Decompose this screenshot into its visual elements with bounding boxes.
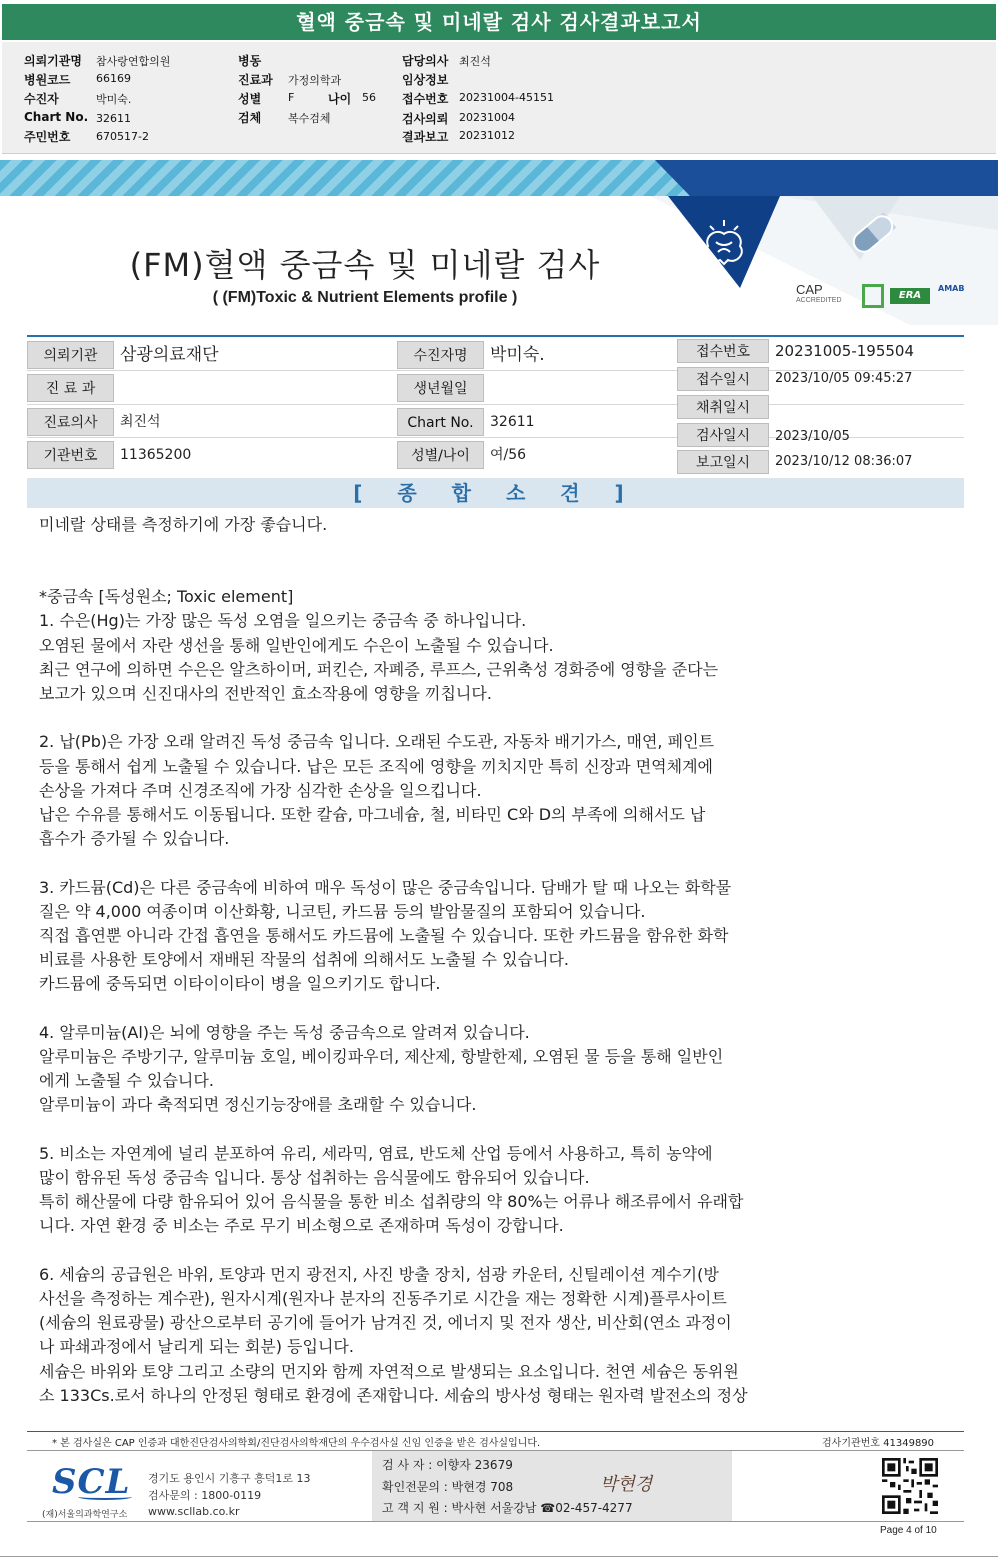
paragraph-line: 알루미늄은 주방기구, 알루미늄 호일, 베이킹파우더, 제산제, 항발한제, 오염된 물 등을 통해 일반인 (39, 1047, 724, 1067)
paragraph-line: 흡수가 증가될 수 있습니다. (39, 829, 230, 849)
value-org-number: 11365200 (120, 447, 192, 463)
summary-body (39, 513, 919, 1408)
value-receipt-time: 2023/10/05 09:45:27 (775, 371, 913, 386)
paragraph-line: 특히 해산물에 다량 함유되어 있어 음식물을 통한 비소 섭취량의 약 80%는 어류나 해조류에서 유래합 (39, 1192, 744, 1212)
info-value: 66169 (96, 72, 131, 85)
cap-logo-sub: ACCREDITED (796, 297, 842, 304)
label-sex-age: 성별/나이 (397, 441, 484, 469)
info-label: 성별 (238, 92, 262, 106)
paragraph-line: 니다. 자연 환경 중 비소는 주로 무기 비소형으로 존재하며 독성이 강합니다. (39, 1216, 564, 1236)
info-label: 검사의뢰 (402, 112, 449, 126)
lm-logo (862, 284, 884, 308)
label-receipt-time: 접수일시 (677, 367, 769, 391)
info-value: 32611 (96, 112, 131, 125)
info-label: 병원코드 (24, 73, 71, 87)
label-collection-time: 채취일시 (677, 395, 769, 419)
cap-logo-text: CAP (796, 282, 823, 297)
signature: 박현경 (600, 1474, 653, 1495)
patient-table (27, 335, 964, 473)
label-org-number: 기관번호 (27, 441, 114, 469)
report-title: 혈액 중금속 및 미네랄 검사 검사결과보고서 (2, 4, 996, 40)
era-logo: ERA (890, 288, 930, 304)
paragraph-line: 최근 연구에 의하면 수은은 알츠하이머, 퍼킨슨, 자폐증, 루프스, 근위축성 경화증에 영향을 준다는 (39, 659, 719, 679)
info-value: 670517-2 (96, 130, 149, 143)
info-label: 의뢰기관명 (24, 54, 82, 68)
paragraph-line: 알루미늄이 과다 축적되면 정신기능장애를 초래할 수 있습니다. (39, 1095, 477, 1115)
lab-address: 경기도 용인시 기흥구 흥덕1로 13 (148, 1472, 311, 1485)
info-value: 20231004 (459, 111, 515, 124)
paragraph-line: 질은 약 4,000 여종이며 이산화황, 니코틴, 카드뮴 등의 발암물질의 포함되어 있습니다. (39, 901, 646, 921)
label-birthdate: 생년월일 (397, 374, 484, 402)
value-doctor: 최진석 (120, 414, 161, 430)
info-label: 주민번호 (24, 130, 71, 144)
paragraph-line: 등을 통해서 쉽게 노출될 수 있습니다. 납은 모든 조직에 영향을 끼치지만 특히 신장과 면역체계에 (39, 756, 713, 776)
info-label: 진료과 (238, 73, 273, 87)
paragraph-line: 5. 비소는 자연계에 널리 분포하여 유리, 세라믹, 염료, 반도체 산업 등에서 사용하고, 특히 농약에 (39, 1143, 713, 1163)
paragraph-line: 2. 납(Pb)은 가장 오래 알려진 독성 중금속 입니다. 오래된 수도관, 자동차 배기가스, 매연, 페인트 (39, 732, 714, 752)
label-patient-name: 수진자명 (397, 341, 484, 369)
info-label: 임상정보 (402, 73, 449, 87)
paragraph-line: 보고가 있으며 신진대사의 전반적인 효소작용에 영향을 끼칩니다. (39, 684, 492, 704)
intro-line: 미네랄 상태를 측정하기에 가장 좋습니다. (39, 515, 328, 534)
label-receipt-no: 접수번호 (677, 339, 769, 363)
paragraph-line: 6. 세슘의 공급원은 바위, 토양과 먼지 광전지, 사진 방출 장치, 섬광 카운터, 신틸레이션 계수기(방 (39, 1264, 719, 1284)
test-subtitle: ( (FM)Toxic & Nutrient Elements profile ) (212, 289, 518, 306)
lab-website[interactable]: www.scllab.co.kr (148, 1505, 240, 1518)
info-label: 나이 (328, 92, 352, 106)
paragraph-line: 비료를 사용한 토양에서 재배된 작물의 섭취에 의해서도 노출될 수 있습니다. (39, 950, 569, 970)
value-sex-age: 여/56 (490, 447, 527, 463)
paragraph-line: 사선을 측정하는 계수관), 원자시계(원자나 분자의 진동주기로 시간을 재는 정확한 시계)플루사이트 (39, 1289, 727, 1309)
staff-support: 고 객 지 원 : 박사현 서울강남 ☎02-457-4277 (382, 1501, 633, 1515)
info-value: 참사랑연합의원 (96, 55, 171, 68)
info-value: 최진석 (459, 55, 491, 68)
info-label: 수진자 (24, 92, 59, 106)
page-number: Page 4 of 10 (880, 1525, 937, 1536)
lab-code: 검사기관번호 41349890 (822, 1438, 935, 1449)
staff-specialist: 확인전문의 : 박현경 708 (382, 1480, 514, 1494)
paragraph-line: 세슘은 바위와 토양 그리고 소량의 먼지와 함께 자연적으로 발생되는 요소입니다. 천연 세슘은 동위원 (39, 1361, 739, 1381)
accreditation-note: * 본 검사실은 CAP 인증과 대한진단검사의학회/진단검사의학재단의 우수검사실 신임 인증을 받은 검사실입니다. (52, 1438, 541, 1449)
staff-tester: 검 사 자 : 이향자 23679 (382, 1458, 513, 1472)
value-chart-no: 32611 (490, 414, 535, 430)
scl-logo: SCL (52, 1462, 131, 1502)
lab-inquiry: 검사문의 : 1800-0119 (148, 1489, 262, 1502)
info-label: 검체 (238, 111, 262, 125)
info-value: 20231004-45151 (459, 91, 554, 104)
paragraph-line: 손상을 가져다 주며 신경조직에 가장 심각한 손상을 일으킵니다. (39, 780, 482, 800)
paragraph-line: 납은 수유를 통해서도 이동됩니다. 또한 칼슘, 마그네슘, 철, 비타민 C와 D의 부족에 의해서도 납 (39, 805, 706, 825)
paragraph-line: 소 133Cs.로서 하나의 안정된 형태로 환경에 존재합니다. 세슘의 방사성 형태는 원자력 발전소의 정상 (39, 1385, 748, 1405)
qr-code-icon (882, 1458, 938, 1514)
info-value: 20231012 (459, 129, 515, 142)
value-birthdate (484, 374, 490, 402)
scl-swoosh (78, 1494, 132, 1500)
test-title: (FM)혈액 중금속 및 미네랄 검사 (129, 246, 601, 284)
paragraph-line: 나 파쇄과정에서 날리게 되는 회분) 등입니다. (39, 1337, 354, 1357)
paragraph-line: 카드뮴에 중독되면 이타이이타이 병을 일으키기도 합니다. (39, 974, 441, 994)
label-doctor: 진료의사 (27, 408, 114, 436)
paragraph-line: 직접 흡연뿐 아니라 간접 흡연을 통해서도 카드뮴에 노출될 수 있습니다. 또한 카드뮴을 함유한 화학 (39, 926, 729, 946)
paragraph-line: 3. 카드뮴(Cd)은 다른 중금속에 비하여 매우 독성이 많은 중금속입니다. 담배가 탈 때 나오는 화학물 (39, 877, 732, 897)
label-test-date: 검사일시 (677, 423, 769, 447)
summary-heading: [ 종 합 소 견 ] (27, 478, 964, 508)
info-value: 가정의학과 (288, 74, 342, 87)
info-value: 복수검체 (288, 112, 331, 125)
paragraph-line: *중금속 [독성원소; Toxic element] (39, 587, 294, 607)
info-label: 접수번호 (402, 92, 449, 106)
certification-logos (796, 282, 996, 314)
value-receipt-no: 20231005-195504 (775, 342, 915, 360)
label-report-time: 보고일시 (677, 450, 769, 474)
paragraph-line: 에게 노출될 수 있습니다. (39, 1071, 214, 1091)
amab-logo: AMAB (938, 284, 965, 293)
value-requesting-org: 삼광의료재단 (120, 345, 219, 365)
paragraph-line: 4. 알루미늄(Al)은 뇌에 영향을 주는 독성 중금속으로 알려져 있습니다. (39, 1022, 530, 1042)
value-test-date: 2023/10/05 (775, 429, 850, 444)
paragraph-line: 1. 수은(Hg)는 가장 많은 독성 오염을 일으키는 중금속 중 하나입니다. (39, 611, 527, 631)
info-label: 병동 (238, 54, 262, 68)
value-report-time: 2023/10/12 08:36:07 (775, 454, 913, 469)
paragraph-line: (세슘의 원료광물) 광산으로부터 공기에 들어가 남겨진 것, 에너지 및 전자 생산, 비산회(연소 과정이 (39, 1313, 732, 1333)
paragraph-line: 많이 함유된 독성 중금속 입니다. 통상 섭취하는 음식물에도 함유되어 있습니다. (39, 1168, 590, 1188)
info-value: 박미숙. (96, 93, 132, 106)
info-label: Chart No. (24, 110, 89, 124)
info-value: 56 (362, 91, 376, 104)
header-info (2, 42, 996, 154)
info-label: 담당의사 (402, 54, 449, 68)
value-collection-time (769, 393, 775, 421)
cap-logo (796, 282, 842, 304)
label-requesting-org: 의뢰기관 (27, 341, 114, 369)
label-chart-no: Chart No. (397, 408, 484, 436)
scl-institute-name: (재)서울의과학연구소 (42, 1510, 128, 1520)
info-label: 결과보고 (402, 130, 449, 144)
value-patient-name: 박미숙. (490, 345, 545, 365)
label-department: 진 료 과 (27, 374, 114, 402)
value-department (114, 374, 120, 402)
info-value: F (288, 91, 295, 104)
paragraph-line: 오염된 물에서 자란 생선을 통해 일반인에게도 수은이 노출될 수 있습니다. (39, 635, 554, 655)
